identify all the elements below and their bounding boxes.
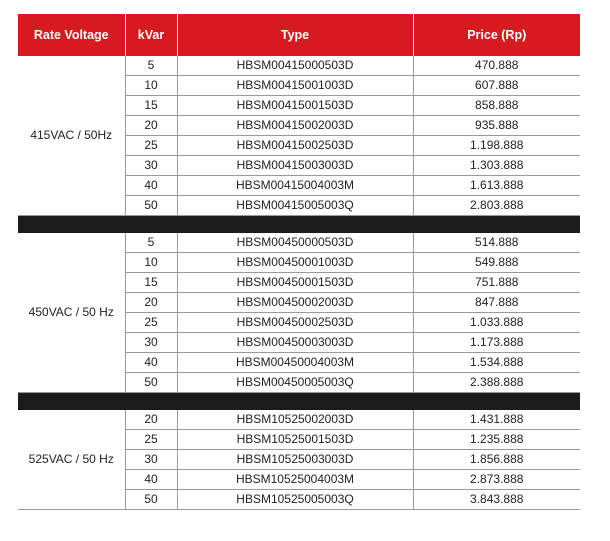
type-cell: HBSM00450003003D bbox=[177, 333, 413, 353]
kvar-cell: 15 bbox=[125, 273, 177, 293]
price-table bbox=[18, 14, 580, 510]
price-cell: 1.303.888 bbox=[413, 156, 580, 176]
kvar-cell: 20 bbox=[125, 293, 177, 313]
kvar-cell: 25 bbox=[125, 430, 177, 450]
kvar-cell: 10 bbox=[125, 253, 177, 273]
type-cell: HBSM00415002003D bbox=[177, 116, 413, 136]
type-cell: HBSM00450000503D bbox=[177, 233, 413, 253]
price-cell: 1.235.888 bbox=[413, 430, 580, 450]
table-row bbox=[18, 56, 580, 76]
type-cell: HBSM00450001003D bbox=[177, 253, 413, 273]
type-cell: HBSM10525002003D bbox=[177, 410, 413, 430]
type-cell: HBSM00415000503D bbox=[177, 56, 413, 76]
type-cell: HBSM10525004003M bbox=[177, 470, 413, 490]
rate-voltage-cell: 415VAC / 50Hz bbox=[18, 56, 125, 216]
type-cell: HBSM00415002503D bbox=[177, 136, 413, 156]
kvar-cell: 30 bbox=[125, 333, 177, 353]
kvar-cell: 30 bbox=[125, 156, 177, 176]
type-cell: HBSM00450002003D bbox=[177, 293, 413, 313]
type-cell: HBSM10525003003D bbox=[177, 450, 413, 470]
kvar-cell: 50 bbox=[125, 373, 177, 393]
kvar-cell: 50 bbox=[125, 196, 177, 216]
price-cell: 1.033.888 bbox=[413, 313, 580, 333]
type-cell: HBSM10525005003Q bbox=[177, 490, 413, 510]
header-kvar: kVar bbox=[125, 14, 177, 56]
price-cell: 470.888 bbox=[413, 56, 580, 76]
price-cell: 2.873.888 bbox=[413, 470, 580, 490]
kvar-cell: 25 bbox=[125, 136, 177, 156]
price-cell: 514.888 bbox=[413, 233, 580, 253]
price-cell: 607.888 bbox=[413, 76, 580, 96]
separator-bar bbox=[18, 393, 580, 411]
type-cell: HBSM00450004003M bbox=[177, 353, 413, 373]
kvar-cell: 50 bbox=[125, 490, 177, 510]
price-cell: 1.613.888 bbox=[413, 176, 580, 196]
price-cell: 1.198.888 bbox=[413, 136, 580, 156]
type-cell: HBSM00415001003D bbox=[177, 76, 413, 96]
type-cell: HBSM00415003003D bbox=[177, 156, 413, 176]
separator-bar bbox=[18, 216, 580, 234]
kvar-cell: 20 bbox=[125, 116, 177, 136]
price-cell: 2.388.888 bbox=[413, 373, 580, 393]
kvar-cell: 40 bbox=[125, 470, 177, 490]
rate-voltage-cell: 450VAC / 50 Hz bbox=[18, 233, 125, 393]
table-header bbox=[18, 14, 580, 56]
price-cell: 1.173.888 bbox=[413, 333, 580, 353]
price-cell: 751.888 bbox=[413, 273, 580, 293]
kvar-cell: 5 bbox=[125, 233, 177, 253]
type-cell: HBSM00415005003Q bbox=[177, 196, 413, 216]
kvar-cell: 30 bbox=[125, 450, 177, 470]
price-cell: 935.888 bbox=[413, 116, 580, 136]
price-cell: 1.856.888 bbox=[413, 450, 580, 470]
group-separator bbox=[18, 216, 580, 234]
kvar-cell: 10 bbox=[125, 76, 177, 96]
kvar-cell: 40 bbox=[125, 176, 177, 196]
kvar-cell: 15 bbox=[125, 96, 177, 116]
price-cell: 3.843.888 bbox=[413, 490, 580, 510]
rate-voltage-cell: 525VAC / 50 Hz bbox=[18, 410, 125, 510]
price-cell: 847.888 bbox=[413, 293, 580, 313]
type-cell: HBSM10525001503D bbox=[177, 430, 413, 450]
type-cell: HBSM00450005003Q bbox=[177, 373, 413, 393]
kvar-cell: 20 bbox=[125, 410, 177, 430]
header-price: Price (Rp) bbox=[413, 14, 580, 56]
price-cell: 858.888 bbox=[413, 96, 580, 116]
type-cell: HBSM00415004003M bbox=[177, 176, 413, 196]
price-cell: 1.431.888 bbox=[413, 410, 580, 430]
header-type: Type bbox=[177, 14, 413, 56]
kvar-cell: 40 bbox=[125, 353, 177, 373]
price-cell: 1.534.888 bbox=[413, 353, 580, 373]
table-row bbox=[18, 410, 580, 430]
price-cell: 2.803.888 bbox=[413, 196, 580, 216]
kvar-cell: 25 bbox=[125, 313, 177, 333]
type-cell: HBSM00450002503D bbox=[177, 313, 413, 333]
group-separator bbox=[18, 393, 580, 411]
type-cell: HBSM00450001503D bbox=[177, 273, 413, 293]
price-table-container bbox=[18, 14, 580, 510]
price-cell: 549.888 bbox=[413, 253, 580, 273]
table-row bbox=[18, 233, 580, 253]
kvar-cell: 5 bbox=[125, 56, 177, 76]
table-body bbox=[18, 56, 580, 510]
header-rate-voltage: Rate Voltage bbox=[18, 14, 125, 56]
type-cell: HBSM00415001503D bbox=[177, 96, 413, 116]
